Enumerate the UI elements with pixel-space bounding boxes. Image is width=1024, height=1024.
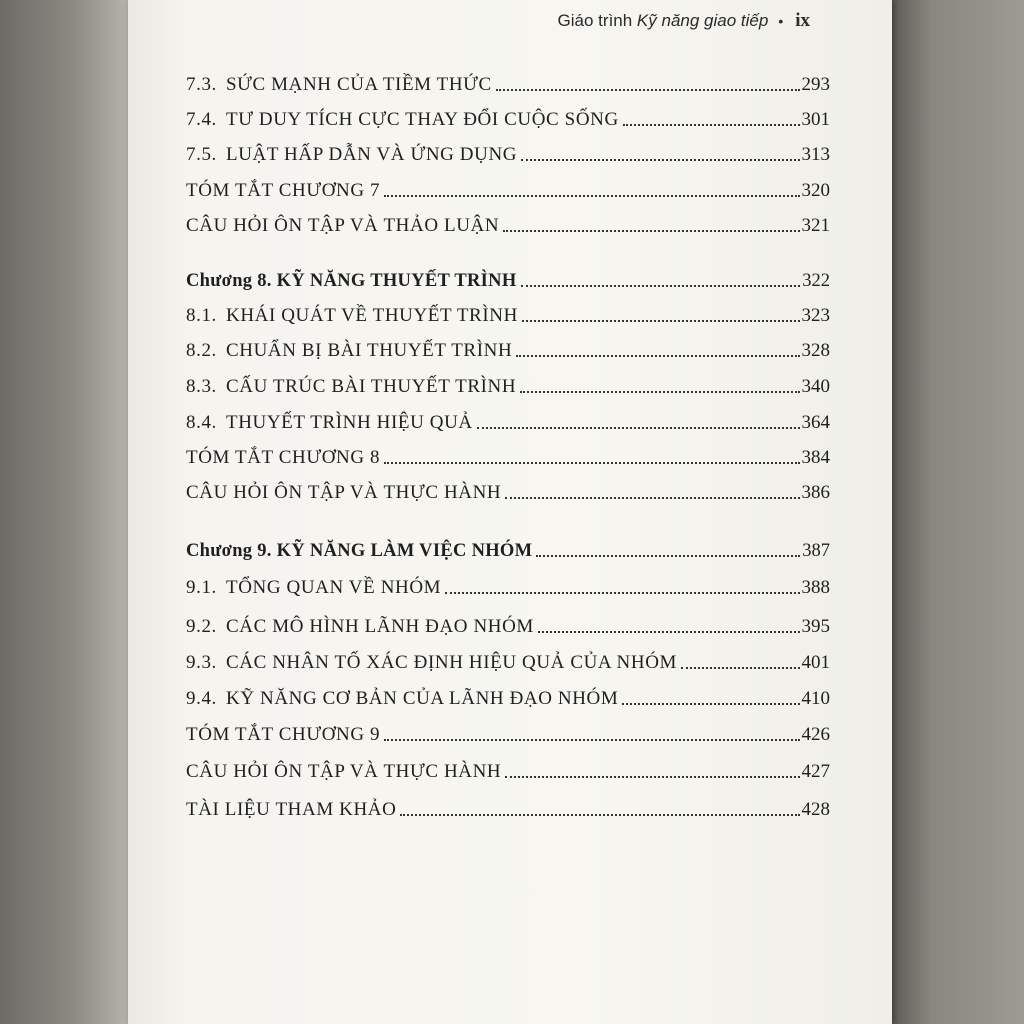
toc-summary-entry <box>186 714 830 746</box>
toc-entry <box>186 642 830 674</box>
toc-entry-label: TÀI LIỆU THAM KHẢO <box>186 799 397 820</box>
toc-entry <box>186 64 830 96</box>
toc-summary-entry <box>186 170 830 202</box>
header-title: Giáo trình <box>557 11 637 30</box>
toc-entry-page: 428 <box>801 799 830 820</box>
toc-entry-number: 8.1. <box>186 305 217 326</box>
toc-entry-page: 387 <box>802 541 830 561</box>
toc-entry-page: 364 <box>801 412 830 433</box>
toc-entry-label: CÂU HỎI ÔN TẬP VÀ THỰC HÀNH <box>186 761 502 782</box>
toc-entry-label: TÓM TẮT CHƯƠNG 8 <box>186 447 381 468</box>
header-title-italic: Kỹ năng giao tiếp <box>636 11 769 30</box>
toc-entry-number: 8.3. <box>186 376 217 397</box>
toc-entry-number: 9.2. <box>186 616 217 637</box>
toc-entry-number: 9.4. <box>186 688 217 709</box>
toc-entry-number: 9.1. <box>186 577 217 598</box>
toc-entry-page: 386 <box>801 482 830 503</box>
dot-leader <box>505 497 799 499</box>
book-right-edge <box>892 0 1024 1024</box>
toc-entry-page: 301 <box>801 109 830 130</box>
dot-leader <box>520 391 799 393</box>
toc-entry-page: 321 <box>801 215 830 236</box>
toc-entry-label: CHUẨN BỊ BÀI THUYẾT TRÌNH <box>226 340 513 361</box>
toc-entry <box>186 134 830 166</box>
toc-entry-page: 340 <box>801 376 830 397</box>
toc-entry-label: SỨC MẠNH CỦA TIỀM THỨC <box>226 74 492 95</box>
toc-entry <box>186 330 830 362</box>
toc-summary-entry <box>186 437 830 469</box>
toc-entry-number: 8.4. <box>186 412 217 433</box>
toc-entry <box>186 295 830 327</box>
toc-entry-page: 410 <box>801 688 830 709</box>
toc-entry <box>186 99 830 131</box>
toc-entry-label: TƯ DUY TÍCH CỰC THAY ĐỔI CUỘC SỐNG <box>226 109 619 130</box>
toc-entry-page: 328 <box>801 340 830 361</box>
toc-entry <box>186 366 830 398</box>
toc-entry-number: 7.5. <box>186 144 217 165</box>
toc-references-entry <box>186 789 830 821</box>
book-left-edge <box>0 0 132 1024</box>
dot-leader <box>384 739 799 741</box>
toc-entry-page: 323 <box>801 305 830 326</box>
dot-leader <box>538 631 800 633</box>
toc-chapter-heading <box>186 260 830 292</box>
dot-leader <box>496 89 800 91</box>
dot-leader <box>505 776 799 778</box>
toc-entry-label: TÓM TẮT CHƯƠNG 9 <box>186 724 381 745</box>
dot-leader <box>522 320 800 322</box>
toc-chapter-label: Chương 8. KỸ NĂNG THUYẾT TRÌNH <box>186 271 517 291</box>
toc-entry-page: 322 <box>802 271 830 291</box>
toc-entry-page: 427 <box>801 761 830 782</box>
dot-leader <box>384 195 799 197</box>
toc-chapter-label: Chương 9. KỸ NĂNG LÀM VIỆC NHÓM <box>186 541 533 561</box>
dot-leader <box>536 555 800 557</box>
toc-chapter-heading <box>186 530 830 562</box>
toc-entry-number: 7.4. <box>186 109 217 130</box>
toc-entry-label: THUYẾT TRÌNH HIỆU QUẢ <box>226 412 473 433</box>
toc-entry-label: CẤU TRÚC BÀI THUYẾT TRÌNH <box>226 376 517 397</box>
toc-entry-page: 384 <box>801 447 830 468</box>
dot-leader <box>445 592 799 594</box>
dot-leader <box>516 355 799 357</box>
toc-entry <box>186 567 830 599</box>
dot-leader <box>384 462 799 464</box>
toc-entry-page: 395 <box>801 616 830 637</box>
toc-entry-label: LUẬT HẤP DẪN VÀ ỨNG DỤNG <box>226 144 518 165</box>
dot-leader <box>521 159 799 161</box>
toc-entry-page: 320 <box>801 180 830 201</box>
header-page-number: ix <box>795 10 810 31</box>
toc-entry <box>186 606 830 638</box>
toc-entry <box>186 402 830 434</box>
running-header <box>410 8 810 34</box>
toc-entry-page: 313 <box>801 144 830 165</box>
toc-entry-number: 7.3. <box>186 74 217 95</box>
toc-entry-page: 388 <box>801 577 830 598</box>
toc-entry-page: 293 <box>801 74 830 95</box>
dot-leader <box>400 814 799 816</box>
header-bullet: • <box>778 13 784 29</box>
toc-entry-label: CÁC NHÂN TỐ XÁC ĐỊNH HIỆU QUẢ CỦA NHÓM <box>226 652 678 673</box>
dot-leader <box>521 285 801 287</box>
toc-entry-label: CÁC MÔ HÌNH LÃNH ĐẠO NHÓM <box>226 616 534 637</box>
toc-entry-label: KHÁI QUÁT VỀ THUYẾT TRÌNH <box>226 305 518 326</box>
dot-leader <box>477 427 800 429</box>
toc-entry <box>186 678 830 710</box>
dot-leader <box>503 230 799 232</box>
toc-review-entry <box>186 205 830 237</box>
toc-review-entry <box>186 472 830 504</box>
dot-leader <box>623 124 800 126</box>
toc-entry-label: CÂU HỎI ÔN TẬP VÀ THỰC HÀNH <box>186 482 502 503</box>
toc-entry-number: 8.2. <box>186 340 217 361</box>
toc-entry-label: TỔNG QUAN VỀ NHÓM <box>226 577 442 598</box>
toc-entry-page: 401 <box>801 652 830 673</box>
toc-entry-label: KỸ NĂNG CƠ BẢN CỦA LÃNH ĐẠO NHÓM <box>226 688 619 709</box>
toc-entry-label: TÓM TẮT CHƯƠNG 7 <box>186 180 381 201</box>
toc-entry-number: 9.3. <box>186 652 217 673</box>
dot-leader <box>681 667 799 669</box>
dot-leader <box>622 703 799 705</box>
toc-entry-label: CÂU HỎI ÔN TẬP VÀ THẢO LUẬN <box>186 215 500 236</box>
toc-entry-page: 426 <box>801 724 830 745</box>
toc-review-entry <box>186 751 830 783</box>
